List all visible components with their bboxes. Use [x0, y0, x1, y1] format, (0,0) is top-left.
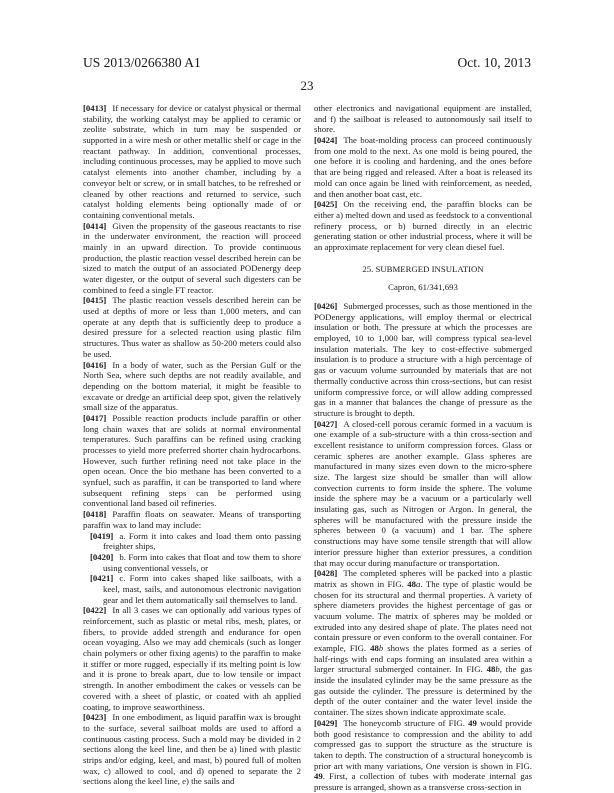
paragraph: [83, 712, 301, 787]
paragraph-text: c. Form into cakes shaped like sailboats, with a keel, mast, sails, and autonomous electronic navigation gear and let them automatically sail themselves to land.: [103, 573, 301, 605]
paragraph-number: [0426]: [314, 301, 338, 311]
paragraph-text: . First, a collection of tubes with moderate internal gas pressure is arranged, shown as a transverse cross-section in: [314, 771, 532, 792]
paragraph-text: A closed-cell porous ceramic formed in a vacuum is one example of a sub-structure with a thin cross-section and excellent resistance to uniform compression forces. Glass or ceramic spheres are another example. Glass spheres are manufactured in many sizes even down to the micro-sphere size. The largest size should be smaller than will allow convection currents to form inside the sphere. The volume inside the sphere may be a vacuum or a particularly well insulating gas, such as Nitrogen or Argon. In general, the spheres will be manufactured with the pressure inside the spheres between 0 (a vacuum) and 1 bar. The sphere constructions may have some tensile strength that will allow interior pressure higher than exterior pressures, a condition that may occur during manufacture or transportation.: [314, 418, 532, 568]
paragraph: [314, 199, 532, 252]
paragraph-number: [0427]: [314, 418, 338, 429]
paragraph: [83, 531, 301, 552]
paragraph: [314, 301, 532, 419]
figure-reference: b: [378, 643, 384, 653]
paragraph-number: [0425]: [314, 199, 338, 210]
figure-reference: a: [416, 578, 421, 589]
paragraph-number: [0424]: [314, 135, 338, 146]
paragraph-text: Possible reaction products include paraffin or other long chain waxes that are solids at normal environmental temperatures. Such paraffins can be refined using cracking processes to yield more preferred shorter chain hydrocarbons. However, such further refining need not take place in the open ocean. Once the bio methane has been converted to a synfuel, such as paraffin, it can be transported to land where subsequent refining steps can be performed using conventional land based oil refineries.: [83, 412, 301, 509]
paragraph-text: The honeycomb structure of FIG.: [343, 717, 469, 728]
paragraph-text: Paraffin floats on seawater. Means of transporting paraffin wax to land may include:: [83, 509, 301, 530]
publication-number: US 2013/0266380 A1: [83, 55, 201, 70]
figure-reference: b: [495, 664, 500, 675]
paragraph-text: a. Form it into cakes and load them onto passing freighter ships,: [103, 530, 301, 552]
paragraph-number: [0421]: [90, 573, 114, 584]
paragraph-text: The plastic reaction vessels described herein can be used at depths of more or less than 1,000 meters, and can operate at any depth that is sufficiently deep to produce a desired pressure for a selected reaction using plastic film structures. Thus water as shallow as 50-200 meters could also be used.: [83, 295, 301, 359]
paragraph: [314, 419, 532, 569]
paragraph-number: [0414]: [83, 220, 107, 231]
paragraph: [83, 413, 301, 509]
paragraph-number: [0416]: [83, 359, 107, 370]
paragraph-text: The boat-molding process can proceed continuously from one mold to the next. As one mold is being poured, the one before it is cooling and hardening, and the ones before that are being rigged and released. After a boat is released its mold can once again be lined with reinforcement, as needed, and then another boat cast, etc.: [314, 135, 532, 199]
paragraph-text: b. Form into cakes that float and tow them to shore using conventional vessels, or: [103, 551, 301, 573]
paragraph-number: [0422]: [83, 605, 107, 616]
right-column-top: [314, 103, 532, 253]
paragraph: [83, 605, 301, 712]
paragraph: [314, 718, 532, 793]
paragraph: [314, 103, 532, 135]
paragraph-number: [0428]: [314, 568, 338, 579]
right-column: [314, 103, 532, 793]
paragraph-number: [0417]: [83, 412, 107, 423]
paragraph-text: In one embodiment, as liquid paraffin wax is brought to the surface, several sailboat molds are used to afford a continuous casting process. Such a mold may be divided in 2 sections along the keel line, and then be a) lined with plastic strips and/or edging, keel, and mast, b) poured full of molten wax, c) allowed to cool, and d) opened to separate the 2 sections along the keel line, e) the sails and: [83, 712, 301, 787]
figure-reference: 48: [486, 664, 496, 675]
paragraph-number: [0418]: [83, 509, 107, 520]
paragraph: [83, 552, 301, 573]
figure-reference: 48: [407, 578, 417, 589]
figure-reference: 49: [314, 771, 323, 782]
paragraph-text: On the receiving end, the paraffin blocks can be either a) melted down and used as feedstock to a conventional refinery process, or b) burned directly in an electric generating station or other industrial process, where it will be an approximate replacement for very clean diesel fuel.: [314, 199, 532, 252]
figure-reference: 49: [468, 717, 477, 728]
paragraph-number: [0420]: [90, 551, 114, 562]
publication-date: Oct. 10, 2013: [457, 55, 531, 70]
paragraph-text: other electronics and navigational equipment are installed, and f) the sailboat is released to autonomously sail itself to shore.: [314, 103, 532, 135]
page-number: 23: [300, 78, 314, 93]
right-column-bottom: [314, 301, 532, 793]
paragraph: [314, 568, 532, 718]
paragraph: [83, 360, 301, 413]
section-heading: 25. SUBMERGED INSULATION: [362, 263, 484, 274]
paragraph-text: If necessary for device or catalyst physical or thermal stability, the working catalyst may be applied to ceramic or zeolite substrate, which in turn may be suspended or supported in a wire mesh or other metallic shelf or cage in the reactant pathway. In addition, conventional processes, including continuous processes, may be applied to move such catalyst elements into another chamber, including by a conveyor belt or screw, or in small batches, to be refreshed or cleaned by other reactions and returned to service, such catalyst holding elements being optionally made of or containing conventional metals.: [83, 103, 301, 220]
paragraph-text: In all 3 cases we can optionally add various types of reinforcement, such as plastic or metal ribs, mesh, plates, or fibers, to provide added strength and endurance for open ocean voyaging. Also we may add chemicals (such as longer chain polymers or other fixing agents) to the paraffin to make it stiffer or more rugged, especially if its melting point is low and it is prone to break apart, due to low tensile or impact strength. In another embodiment the cakes or vessels can be covered with a sheet of plastic, or coated with ah applied coating, to improve seaworthiness.: [83, 605, 301, 712]
section-subheading: Capron, 61/341,693: [388, 282, 458, 293]
paragraph-text: The completed spheres will be packed into a plastic matrix as shown in FIG.: [314, 568, 532, 589]
paragraph-text: shows the plates formed as a series of half-rings with end caps forming an insulated area within a larger structural submerged container. In FIG.: [314, 643, 532, 675]
paragraph-text: . The type of plastic would be chosen for its structural and thermal properties. A variety of sphere diameters provides the highest percentage of gas or vacuum volume. The matrix of spheres may be molded or extruded into any desired shape of plate. The plates need not contain pressure or even conform to the overall container. For example, FIG.: [314, 578, 533, 653]
paragraph-number: [0423]: [83, 712, 107, 723]
paragraph: [314, 135, 532, 199]
paragraph-number: [0419]: [90, 530, 114, 541]
paragraph: [83, 509, 301, 530]
paragraph-text: would provide both good resistance to compression and the ability to add compressed gas to support the structure as the structure is taken to depth. The construction of a structural honeycomb is prior art with many variations, One version is shown in FIG.: [314, 717, 532, 771]
paragraph: [83, 221, 301, 296]
paragraph: [83, 573, 301, 605]
paragraph: [83, 295, 301, 359]
paragraph-number: [0429]: [314, 717, 338, 728]
paragraph-text: , the gas inside the insulated cylinder may be the same pressure as the gas outside the cylinder. The pressure is determined by the depth of the outer container and the water level inside the container. The sizes shown indicate approximate scale.: [314, 664, 533, 718]
paragraph-number: [0413]: [83, 103, 107, 113]
paragraph: [83, 103, 301, 221]
paragraph-text: Given the propensity of the gaseous reactants to rise in the underwater environment, the reaction will proceed mainly in an upward direction. To provide continuous production, the plastic reaction vessel described herein can be sized to match the output of an associated PODenergy deep water digester, or the output of several such digesters can be combined to feed a single FT reactor.: [83, 220, 301, 295]
paragraph-number: [0415]: [83, 295, 107, 306]
figure-reference: 48: [370, 643, 379, 653]
left-column: [83, 103, 301, 787]
paragraph-text: Submerged processes, such as those mentioned in the PODenergy applications, will employ thermal or electrical insulation or both. The pressure at which the processes are employed, 10 to 1,000 bar, will compress typical sea-level insulation materials. The key to cost-effective submerged insulation is to produce a structure with a high percentage of gas or vacuum volume surrounded by materials that are not thermally conductive across thin cross-sections, but can resist uniform compressive force, or will allow adding compressed gas in a manner that balances the change of pressure as the structure is brought to depth.: [314, 301, 532, 418]
paragraph-text: In a body of water, such as the Persian Gulf or the North Sea, where such depths are not readily available, and depending on the bottom material, it might be feasible to excavate or dredge an artificial deep spot, given the relatively small size of the apparatus.: [83, 359, 301, 413]
